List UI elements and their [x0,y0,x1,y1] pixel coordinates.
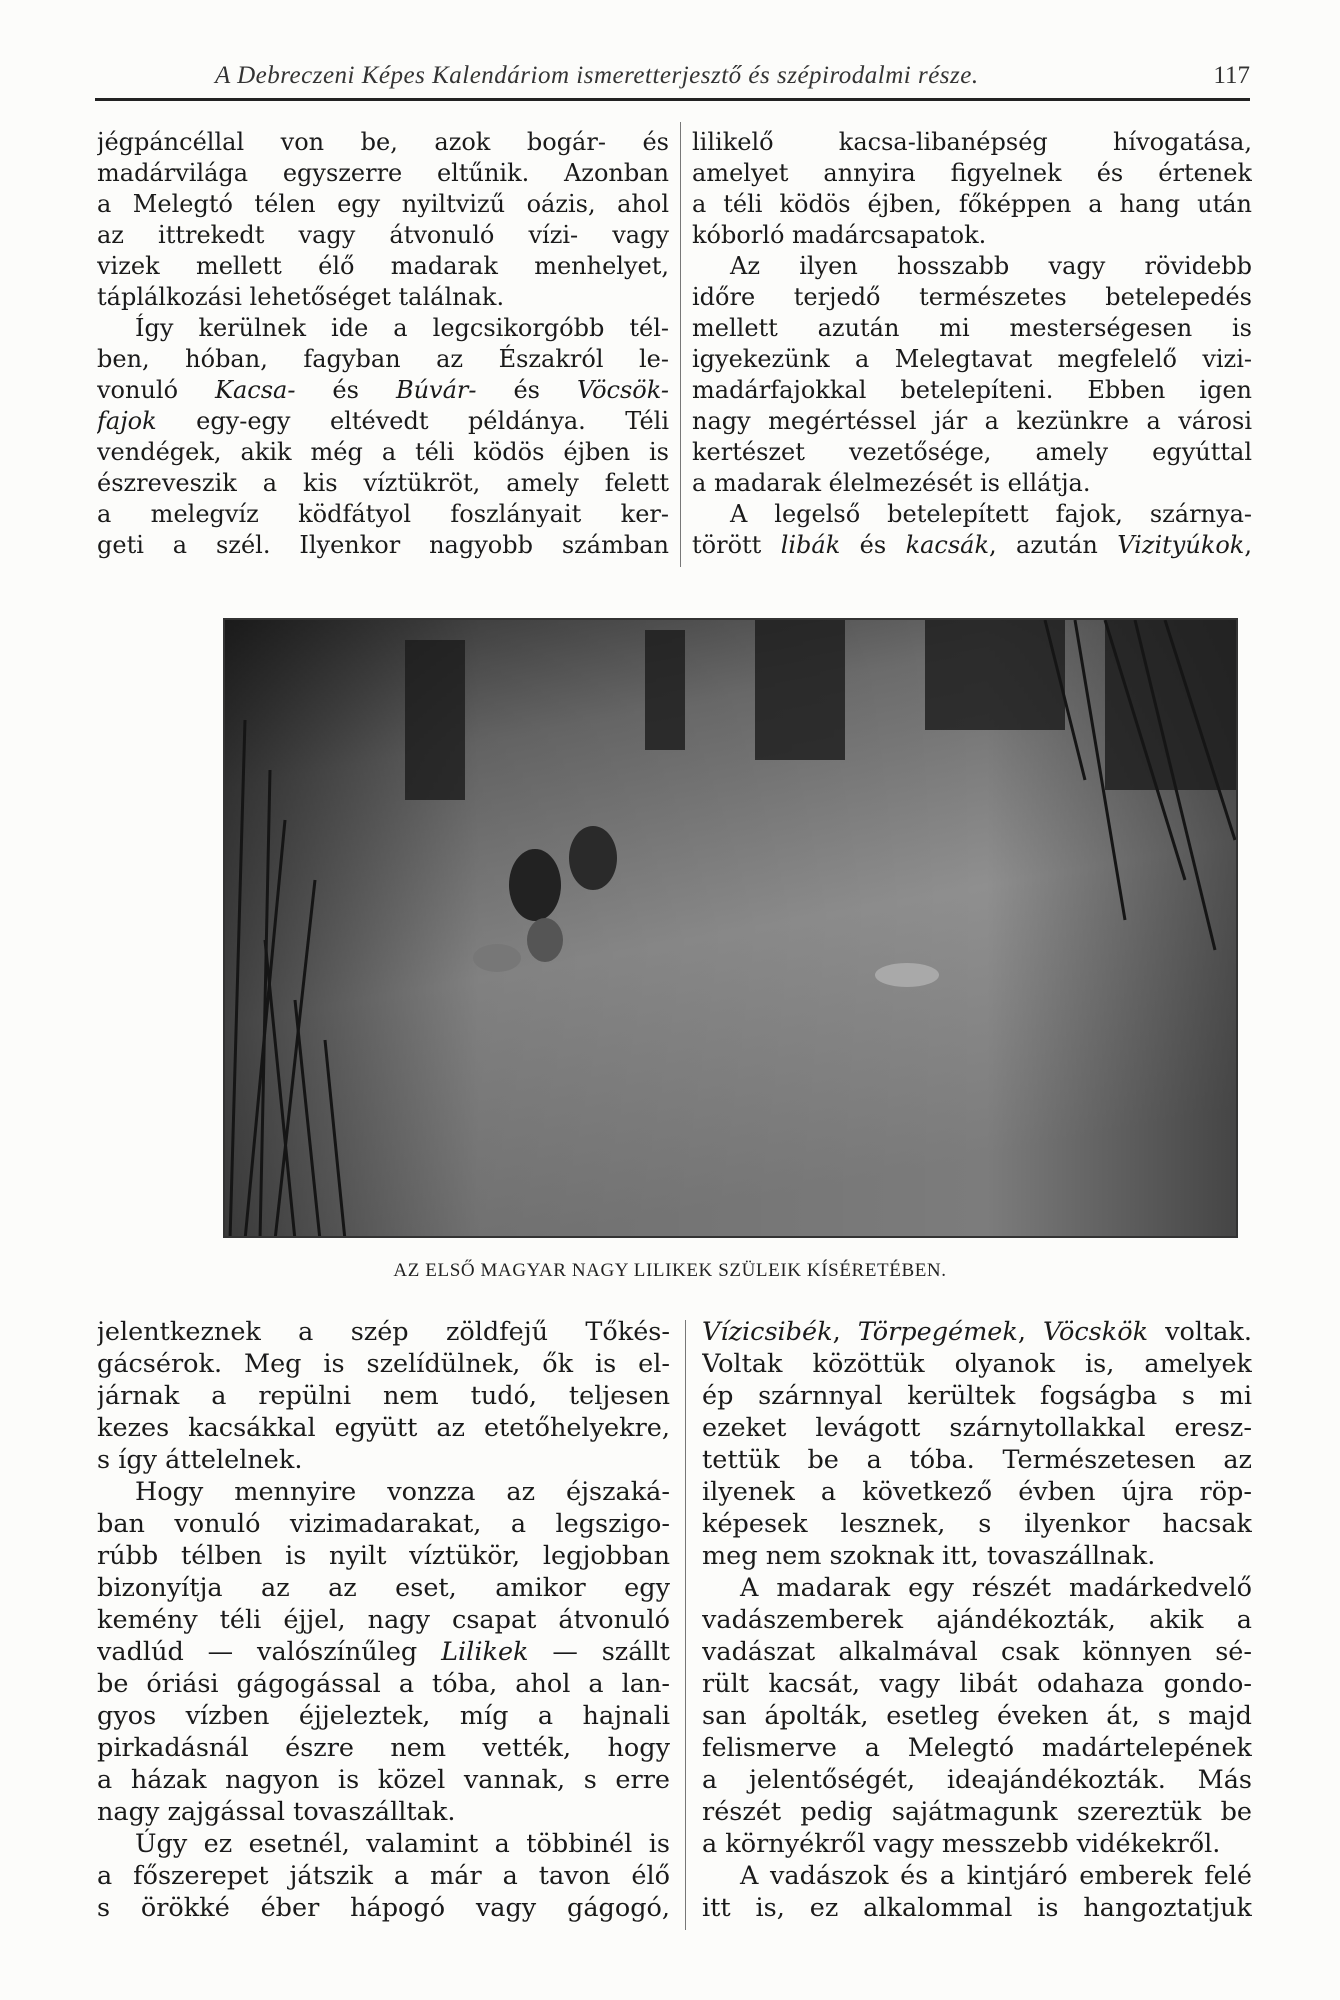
text-line: táplálkozási lehetőséget találnak. [97,283,505,311]
text-line: a főszerepet játszik a már a tavon élő [97,1861,670,1891]
text-line: vadászat alkalmával csak könnyen sé- [702,1637,1252,1667]
text-line: ép szárnnyal kerültek fogságba s mi [702,1381,1252,1411]
text-segment: és [476,376,577,404]
italic-term: libák [780,531,841,559]
text-line [97,375,669,406]
text-line: A madarak egy részét madárkedvelő [740,1573,1252,1603]
text-line: jégpáncéllal von be, azok bogár- és [97,128,669,156]
italic-term: Vöcsök- [576,376,669,404]
text-segment: , [1017,1317,1043,1347]
text-line: járnak a repülni nem tudó, teljesen [97,1381,670,1411]
text-segment: , [832,1317,858,1347]
italic-term: Búvár- [395,376,477,404]
text-line: tettük be a tóba. Természetesen az [702,1445,1252,1475]
text-segment: vadlúd — valószínűleg [97,1637,442,1667]
text-line: ezeket levágott szárnytollakkal eresz- [702,1413,1252,1443]
text-line: itt is, ez alkalommal is hangoztatjuk [702,1893,1252,1923]
italic-term: Lilikek [441,1637,529,1667]
text-line: kóborló madárcsapatok. [692,221,987,249]
text-line: rúbb télben is nyilt víztükör, legjobban [97,1541,670,1571]
text-line: geti a szél. Ilyenkor nagyobb számban [97,531,669,559]
text-segment: és [295,376,396,404]
text-line: vadászemberek ajándékozták, akik a [702,1605,1252,1635]
italic-term: Kacsa- [215,376,296,404]
text-segment: , azután [989,531,1118,559]
text-line: a jelentőségét, ideajándékozták. Más [702,1765,1252,1795]
column-divider [685,1320,686,1930]
text-line: képesek lesznek, s ilyenkor hacsak [702,1509,1252,1539]
text-line: a madarak élelmezését is ellátja. [692,469,1091,497]
column-bottom-right [702,1316,1252,1924]
italic-term: fajok [97,407,157,435]
text-line: A vadászok és a kintjáró emberek felé [740,1861,1252,1891]
text-line: Az ilyen hosszabb vagy rövidebb [730,252,1252,280]
italic-term: Vizityúkok [1117,531,1245,559]
text-line: madárvilága egyszerre eltűnik. Azonban [97,159,669,187]
text-line: igyekezünk a Melegtavat megfelelő vizi- [692,345,1252,373]
text-segment: , [1244,531,1252,559]
text-line: gyos vízben éjjeleztek, míg a hajnali [97,1701,670,1731]
text-line: a melegvíz ködfátyol foszlányait ker- [97,500,669,528]
text-line: Voltak közöttük olyanok is, amelyek [702,1349,1252,1379]
text-line: amelyet annyira figyelnek és értenek [692,159,1252,187]
text-line: Hogy mennyire vonzza az éjszaká- [135,1477,670,1507]
text-line: lilikelő kacsa-libanépség hívogatása, [692,128,1252,156]
text-line: be óriási gágogással a tóba, ahol a lan- [97,1669,670,1699]
text-line [97,406,669,437]
text-line: a Melegtó télen egy nyiltvizű oázis, ahol [97,190,669,218]
text-line: san ápolták, esetleg éveken át, s majd [702,1701,1252,1731]
column-bottom-left [97,1316,670,1924]
italic-term: Törpegémek [857,1317,1018,1347]
text-line: pirkadásnál észre nem vették, hogy [97,1733,670,1763]
running-header [95,58,1250,101]
text-line: észreveszik a kis víztükröt, amely felett [97,469,669,497]
text-segment: voltak. [1148,1317,1252,1347]
text-line: A legelső betelepített fajok, szárnya- [730,500,1252,528]
text-line: az ittrekedt vagy átvonuló vízi- vagy [97,221,669,249]
text-line: madárfajokkal betelepíteni. Ebben igen [692,376,1252,404]
text-line: s így áttelelnek. [97,1445,303,1475]
text-line: bizonyítja az az eset, amikor egy [97,1573,670,1603]
text-line: a téli ködös éjben, főképpen a hang után [692,190,1252,218]
text-line [692,530,1252,561]
text-line: kertészet vezetősége, amely egyúttal [692,438,1252,466]
text-line: nagy zajgással tovaszálltak. [97,1797,456,1827]
text-line: rült kacsát, vagy libát odahaza gondo- [702,1669,1252,1699]
text-line: jelentkeznek a szép zöldfejű Tőkés- [97,1317,670,1347]
text-line: részét pedig sajátmagunk szereztük be [702,1797,1252,1827]
italic-term: Vöcskök [1042,1317,1149,1347]
page-number: 117 [1213,62,1250,89]
text-line: ben, hóban, fagyban az Északról le- [97,345,669,373]
text-line: nagy megértéssel jár a kezünkre a városi [692,407,1252,435]
text-segment: — szállt [528,1637,670,1667]
text-segment: egy-egy eltévedt példánya. Téli [156,407,669,435]
text-segment: vonuló [97,376,216,404]
text-line: ban vonuló vizimadarakat, a legszigo- [97,1509,670,1539]
photo-geese-on-pond [223,618,1238,1238]
column-top-left [97,127,669,561]
column-top-right [692,127,1252,561]
text-line: időre terjedő természetes betelepedés [692,283,1252,311]
photo-caption: AZ ELSŐ MAGYAR NAGY LILIKEK SZÜLEIK KÍSÉRETÉBEN. [393,1260,947,1281]
text-line: a környékről vagy messzebb vidékekről. [702,1829,1221,1859]
text-line: s örökké éber hápogó vagy gágogó, [97,1893,670,1923]
column-divider [680,122,681,567]
text-line: mellett azután mi mesterségesen is [692,314,1252,342]
text-line: kemény téli éjjel, nagy csapat átvonuló [97,1605,670,1635]
text-line: kezes kacsákkal együtt az etetőhelyekre, [97,1413,670,1443]
text-line: a házak nagyon is közel vannak, s erre [97,1765,670,1795]
pond-photo-image [225,620,1238,1238]
text-line [97,1636,670,1668]
text-line: gácsérok. Meg is szelídülnek, ők is el- [97,1349,670,1379]
text-line: vendégek, akik még a téli ködös éjben is [97,438,669,466]
text-line: vizek mellett élő madarak menhelyet, [97,252,669,280]
text-line: Úgy ez esetnél, valamint a többinél is [135,1829,670,1859]
text-segment: és [840,531,906,559]
italic-term: Vízicsibék [702,1317,833,1347]
text-line [702,1316,1252,1348]
text-line: felismerve a Melegtó madártelepének [702,1733,1252,1763]
italic-term: kacsák [905,531,990,559]
text-line: ilyenek a következő évben újra röp- [702,1477,1252,1507]
text-line: Így kerülnek ide a legcsikorgóbb tél- [135,314,669,342]
text-segment: törött [692,531,781,559]
text-line: meg nem szoknak itt, tovaszállnak. [702,1541,1156,1571]
running-title: A Debreczeni Képes Kalendáriom ismeretterjesztő és szépirodalmi része. [215,62,979,89]
